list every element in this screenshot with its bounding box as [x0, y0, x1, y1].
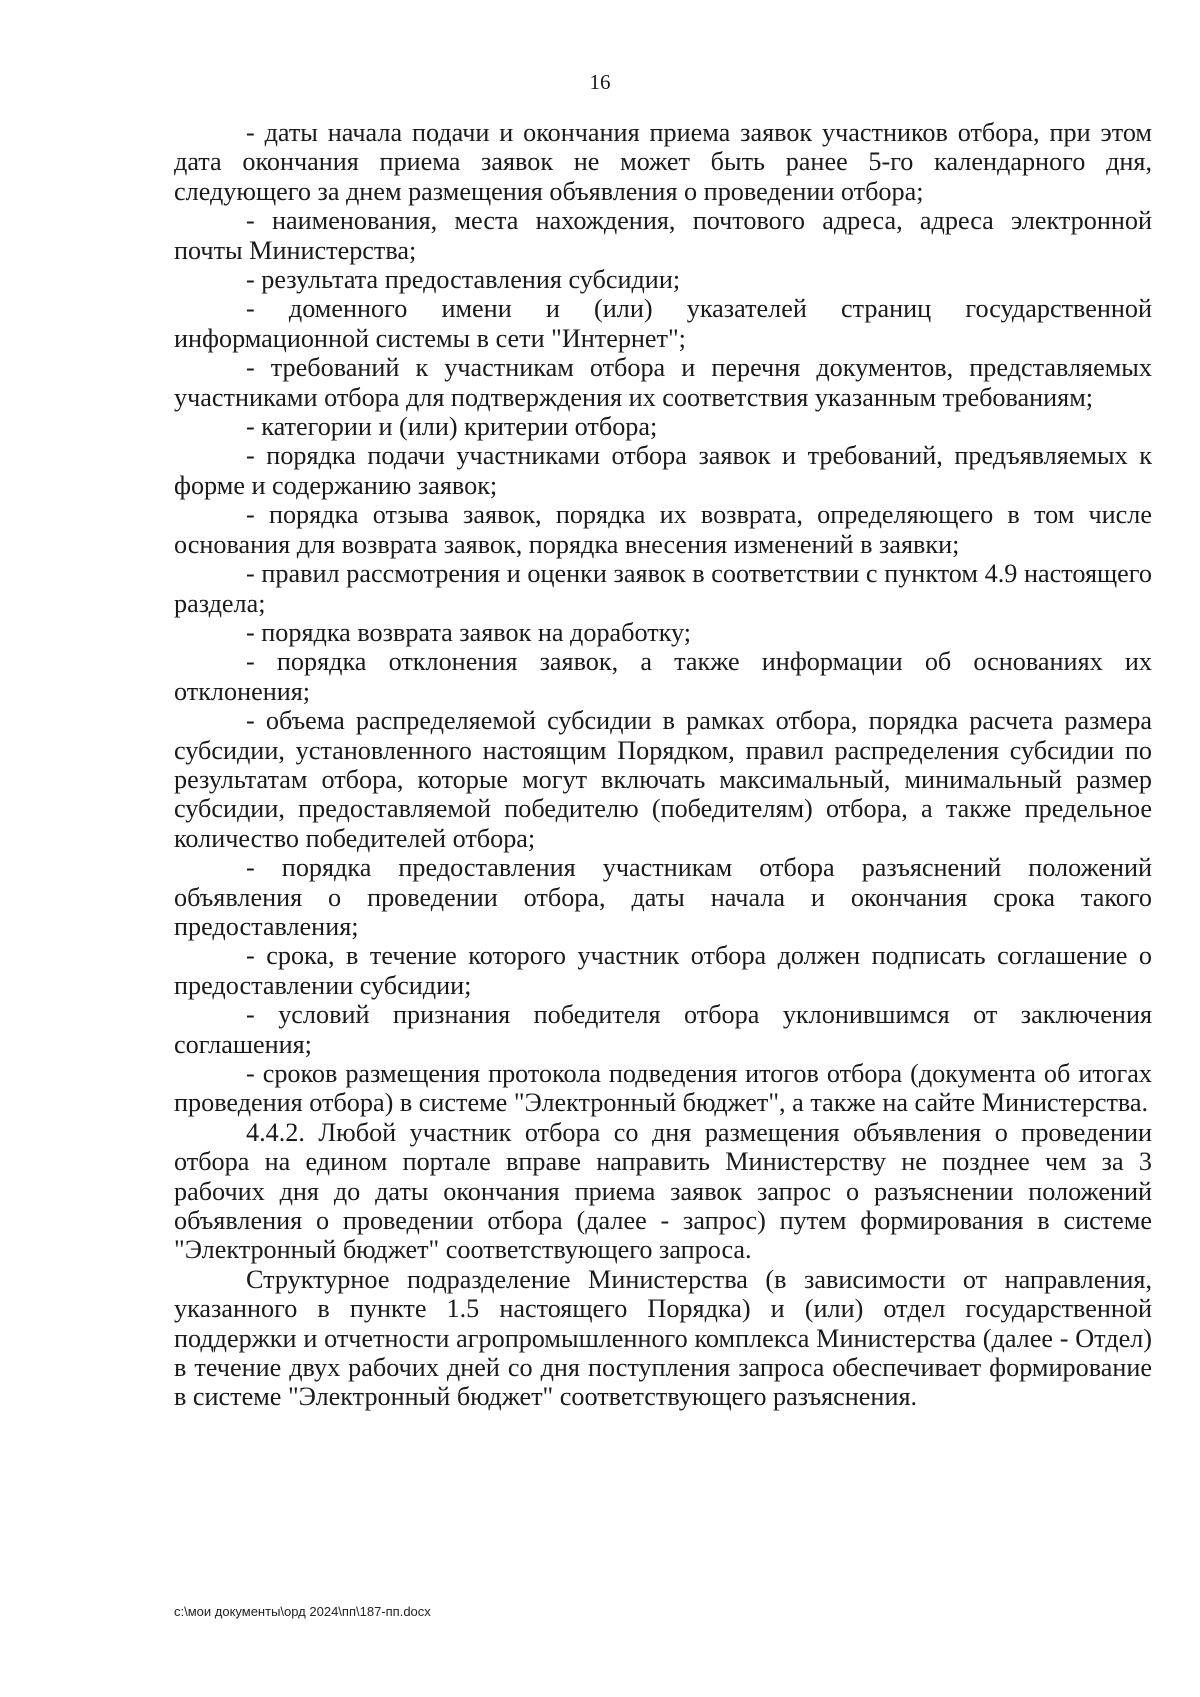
- paragraph-clause-4-4-2: 4.4.2. Любой участник отбора со дня размещения объявления о проведении отбора на едином портале вправе направить Министерству не позднее чем за 3 рабочих дня до даты окончания приема заявок запрос о разъяснении положений объявления о проведении отбора (далее - запрос) путем формирования в системе "Электронный бюджет" соответствующего запроса.: [174, 1117, 1152, 1265]
- list-item-ministry-address: - наименования, места нахождения, почтового адреса, адреса электронной почты Министерства;: [174, 206, 1152, 265]
- list-item-domain-name: - доменного имени и (или) указателей страниц государственной информационной системы в сети "Интернет";: [174, 294, 1152, 353]
- list-item-return-for-revision: - порядка возврата заявок на доработку;: [246, 617, 692, 647]
- list-item-subsidy-result: - результата предоставления субсидии;: [246, 265, 681, 295]
- footer-file-path: c:\мои документы\орд 2024\пп\187-пп.docx: [174, 1604, 431, 1619]
- list-item-subsidy-volume: - объема распределяемой субсидии в рамках отбора, порядка расчета размера субсидии, установленного настоящим Порядком, правил распределения субсидии по результатам отбора, которые могут включать максимальный, минимальный размер субсидии, предоставляемой победителю (победителям) отбора, а также предельное количество победителей отбора;: [174, 706, 1152, 853]
- list-item-submission-procedure: - порядка подачи участниками отбора заявок и требований, предъявляемых к форме и содержанию заявок;: [174, 441, 1152, 500]
- list-item-clarifications-procedure: - порядка предоставления участникам отбора разъяснений положений объявления о проведении отбора, даты начала и окончания срока такого предоставления;: [174, 853, 1152, 941]
- list-item-protocol-publication: - сроков размещения протокола подведения итогов отбора (документа об итогах проведения отбора) в системе "Электронный бюджет", а также на сайте Министерства.: [174, 1059, 1152, 1118]
- list-item-withdrawal-procedure: - порядка отзыва заявок, порядка их возврата, определяющего в том числе основания для возврата заявок, порядка внесения изменений в заявки;: [174, 500, 1152, 559]
- document-body: [174, 118, 1152, 1412]
- list-item-participant-requirements: - требований к участникам отбора и перечня документов, представляемых участниками отбора для подтверждения их соответствия указанным требованиям;: [174, 353, 1152, 412]
- list-item-evaluation-rules: - правил рассмотрения и оценки заявок в соответствии с пунктом 4.9 настоящего раздела;: [174, 559, 1152, 618]
- paragraph-structural-unit: Структурное подразделение Министерства (в зависимости от направления, указанного в пункте 1.5 настоящего Порядка) и (или) отдел государственной поддержки и отчетности агропромышленного комплекса Министерства (далее - Отдел) в течение двух рабочих дней со дня поступления запроса обеспечивает формирование в системе "Электронный бюджет" соответствующего разъяснения.: [174, 1264, 1152, 1412]
- list-item-selection-criteria: - категории и (или) критерии отбора;: [246, 412, 658, 442]
- list-item-application-dates: - даты начала подачи и окончания приема заявок участников отбора, при этом дата окончания приема заявок не может быть ранее 5-го календарного дня, следующего за днем размещения объявления о проведении отбора;: [174, 118, 1152, 206]
- list-item-rejection-procedure: - порядка отклонения заявок, а также информации об основаниях их отклонения;: [174, 647, 1152, 706]
- list-item-agreement-deadline: - срока, в течение которого участник отбора должен подписать соглашение о предоставлении субсидии;: [174, 941, 1152, 1000]
- page-number: 16: [589, 70, 611, 94]
- list-item-evasion-conditions: - условий признания победителя отбора уклонившимся от заключения соглашения;: [174, 1000, 1152, 1059]
